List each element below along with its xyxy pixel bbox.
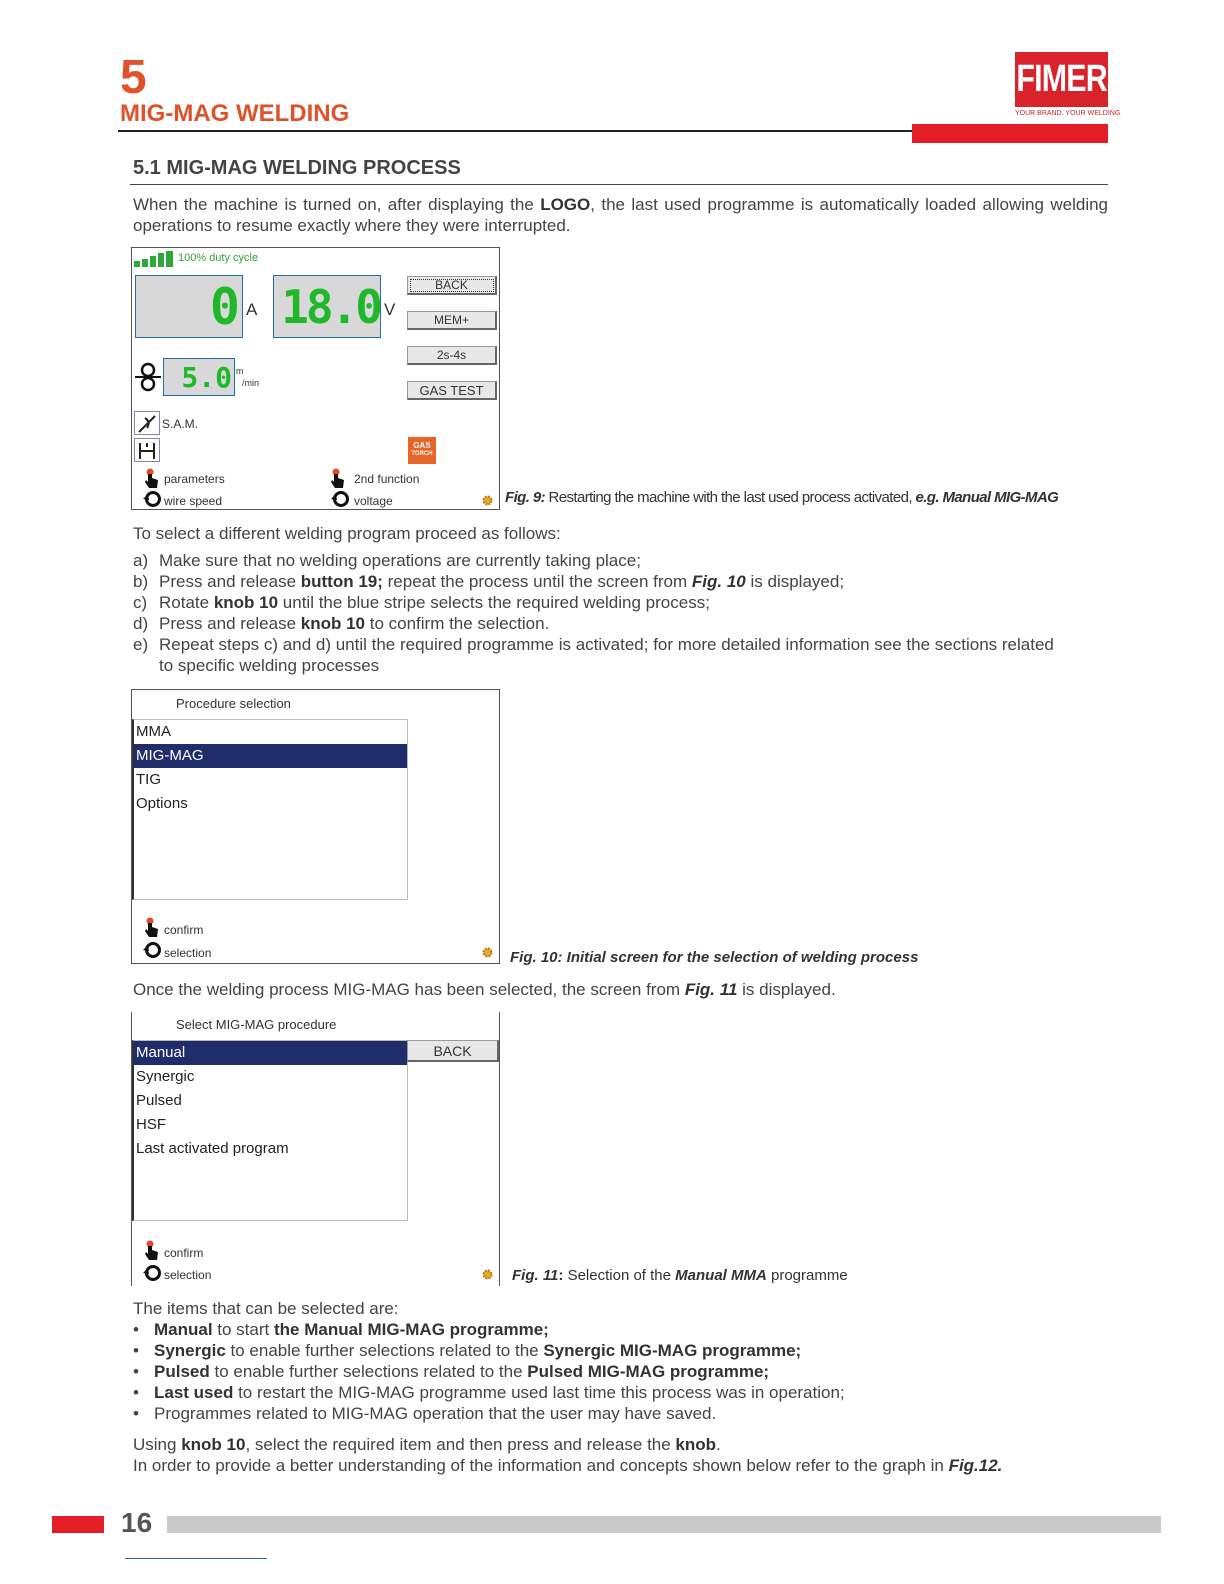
hint-parameters: parameters — [164, 472, 225, 486]
chapter-number: 5 — [120, 51, 147, 104]
rotate-knob-icon — [143, 490, 163, 508]
gear-icon — [481, 946, 494, 959]
list-item-options[interactable]: Options — [136, 795, 188, 812]
brand-tagline: YOUR BRAND. YOUR WELDING — [1015, 110, 1121, 117]
fig11-caption: Fig. 11: Selection of the Manual MMA programme — [512, 1267, 848, 1284]
items-lead: The items that can be selected are: — [133, 1299, 399, 1318]
press-hand-icon — [144, 917, 160, 937]
hint-confirm: confirm — [164, 923, 204, 937]
mig-mag-procedure-list — [132, 1040, 408, 1221]
sam-label: S.A.M. — [162, 417, 199, 431]
gas-torch-icon: GAS TORCH — [408, 437, 436, 464]
sam-icon — [134, 411, 160, 435]
list-item-manual[interactable]: Manual — [134, 1041, 407, 1065]
torch-trigger-icon — [134, 438, 160, 462]
intro-paragraph: When the machine is turned on, after displaying the LOGO, the last used programme is automatically loaded allowing welding operations to resume exactly where they were interrupted. — [133, 195, 1109, 235]
page-number: 16 — [121, 1507, 153, 1538]
footer-accent-bar — [52, 1516, 104, 1533]
list-item-mig-mag[interactable]: MIG-MAG — [134, 744, 407, 768]
list-item-tig[interactable]: TIG — [136, 771, 161, 788]
hint-wire-speed: wire speed — [164, 494, 223, 508]
section-title: 5.1 MIG-MAG WELDING PROCESS — [133, 157, 461, 179]
voltage-unit: V — [384, 300, 396, 319]
chapter-title: MIG-MAG WELDING — [120, 100, 350, 127]
list-item-hsf[interactable]: HSF — [136, 1116, 166, 1133]
fig11-screen — [131, 1012, 500, 1286]
footer-bar — [167, 1516, 1161, 1533]
current-value: 0 — [209, 278, 240, 336]
fig9-screen — [131, 247, 500, 510]
list-item-synergic[interactable]: Synergic — [136, 1068, 195, 1085]
fig10-screen — [131, 689, 500, 964]
select-procedure-title: Select MIG-MAG procedure — [176, 1017, 337, 1032]
back-button[interactable]: BACK — [407, 276, 497, 295]
back-button[interactable]: BACK — [407, 1040, 499, 1062]
mem-plus-button[interactable]: MEM+ — [407, 311, 497, 330]
steps-list: a) Make sure that no welding operations are currently taking place; b) Press and release button 19; repeat the process until the screen from Fig. 10 is displayed; c) Rotate knob 10 until the blue stripe selects the required welding process; d) Press and release knob 10 to confirm the selection. e) Repeat steps c) and d) until the required programme is activated; for more detailed information see the sections related to specific welding processes — [133, 551, 1054, 675]
voltage-value: 18.0 — [281, 280, 380, 334]
list-item-mma[interactable]: MMA — [136, 723, 171, 740]
hint-selection: selection — [164, 946, 212, 960]
wire-speed-unit-top: m — [236, 366, 244, 376]
voltage-display — [273, 275, 381, 338]
press-hand-icon — [144, 1240, 160, 1260]
list-item-pulsed[interactable]: Pulsed — [136, 1092, 182, 1109]
section-divider — [130, 184, 1108, 185]
two-four-stroke-button[interactable]: 2s-4s — [407, 346, 497, 365]
header-accent-bar — [912, 124, 1108, 143]
duty-cycle-label: 100% duty cycle — [178, 252, 259, 264]
fig10-caption: Fig. 10: Initial screen for the selection of welding process — [510, 949, 919, 966]
gas-test-button[interactable]: GAS TEST — [407, 381, 497, 400]
closing-paragraph: Using knob 10, select the required item and then press and release the knob. In order to provide a better understanding of the information and concepts shown below refer to the graph in Fig.12. — [133, 1435, 1003, 1475]
items-bullets: • Manual to start the Manual MIG-MAG programme; • Synergic to enable further selections related to the Synergic MIG-MAG programme; • Pulsed to enable further selections related to the Pulsed MIG-MAG programme; • Last used to restart the MIG-MAG programme used last time this process was in operation; • Programmes related to MIG-MAG operation that the user may have saved. — [133, 1320, 845, 1423]
after-fig10-paragraph: Once the welding process MIG-MAG has been selected, the screen from Fig. 11 is displayed. — [133, 980, 836, 999]
press-hand-icon-2 — [330, 468, 348, 488]
procedure-selection-title: Procedure selection — [176, 696, 291, 711]
rotate-knob-icon-2 — [331, 490, 351, 508]
wire-feed-icon — [135, 362, 161, 392]
wire-speed-display — [163, 358, 235, 396]
hint-2nd-function: 2nd function — [354, 472, 420, 486]
gear-icon — [481, 1268, 494, 1281]
current-unit: A — [246, 300, 258, 319]
procedure-list — [132, 719, 408, 900]
fig9-caption: Fig. 9: Restarting the machine with the last used process activated, e.g. Manual MIG-MAG — [505, 489, 1059, 506]
list-item-last-activated[interactable]: Last activated program — [136, 1140, 289, 1157]
gear-icon — [481, 494, 494, 507]
rotate-knob-icon — [143, 941, 163, 959]
hint-confirm: confirm — [164, 1246, 204, 1260]
rotate-knob-icon — [143, 1264, 163, 1282]
hint-selection: selection — [164, 1268, 212, 1282]
press-hand-icon — [144, 468, 160, 488]
footer-underline — [125, 1558, 267, 1559]
brand-logo: FIMER — [1015, 52, 1108, 107]
current-display — [135, 275, 243, 338]
wire-speed-unit-bottom: /min — [242, 378, 260, 388]
duty-cycle-icon — [134, 251, 178, 267]
steps-lead: To select a different welding program proceed as follows: — [133, 524, 561, 543]
hint-voltage: voltage — [354, 494, 393, 508]
wire-speed-value: 5.0 — [181, 361, 232, 394]
